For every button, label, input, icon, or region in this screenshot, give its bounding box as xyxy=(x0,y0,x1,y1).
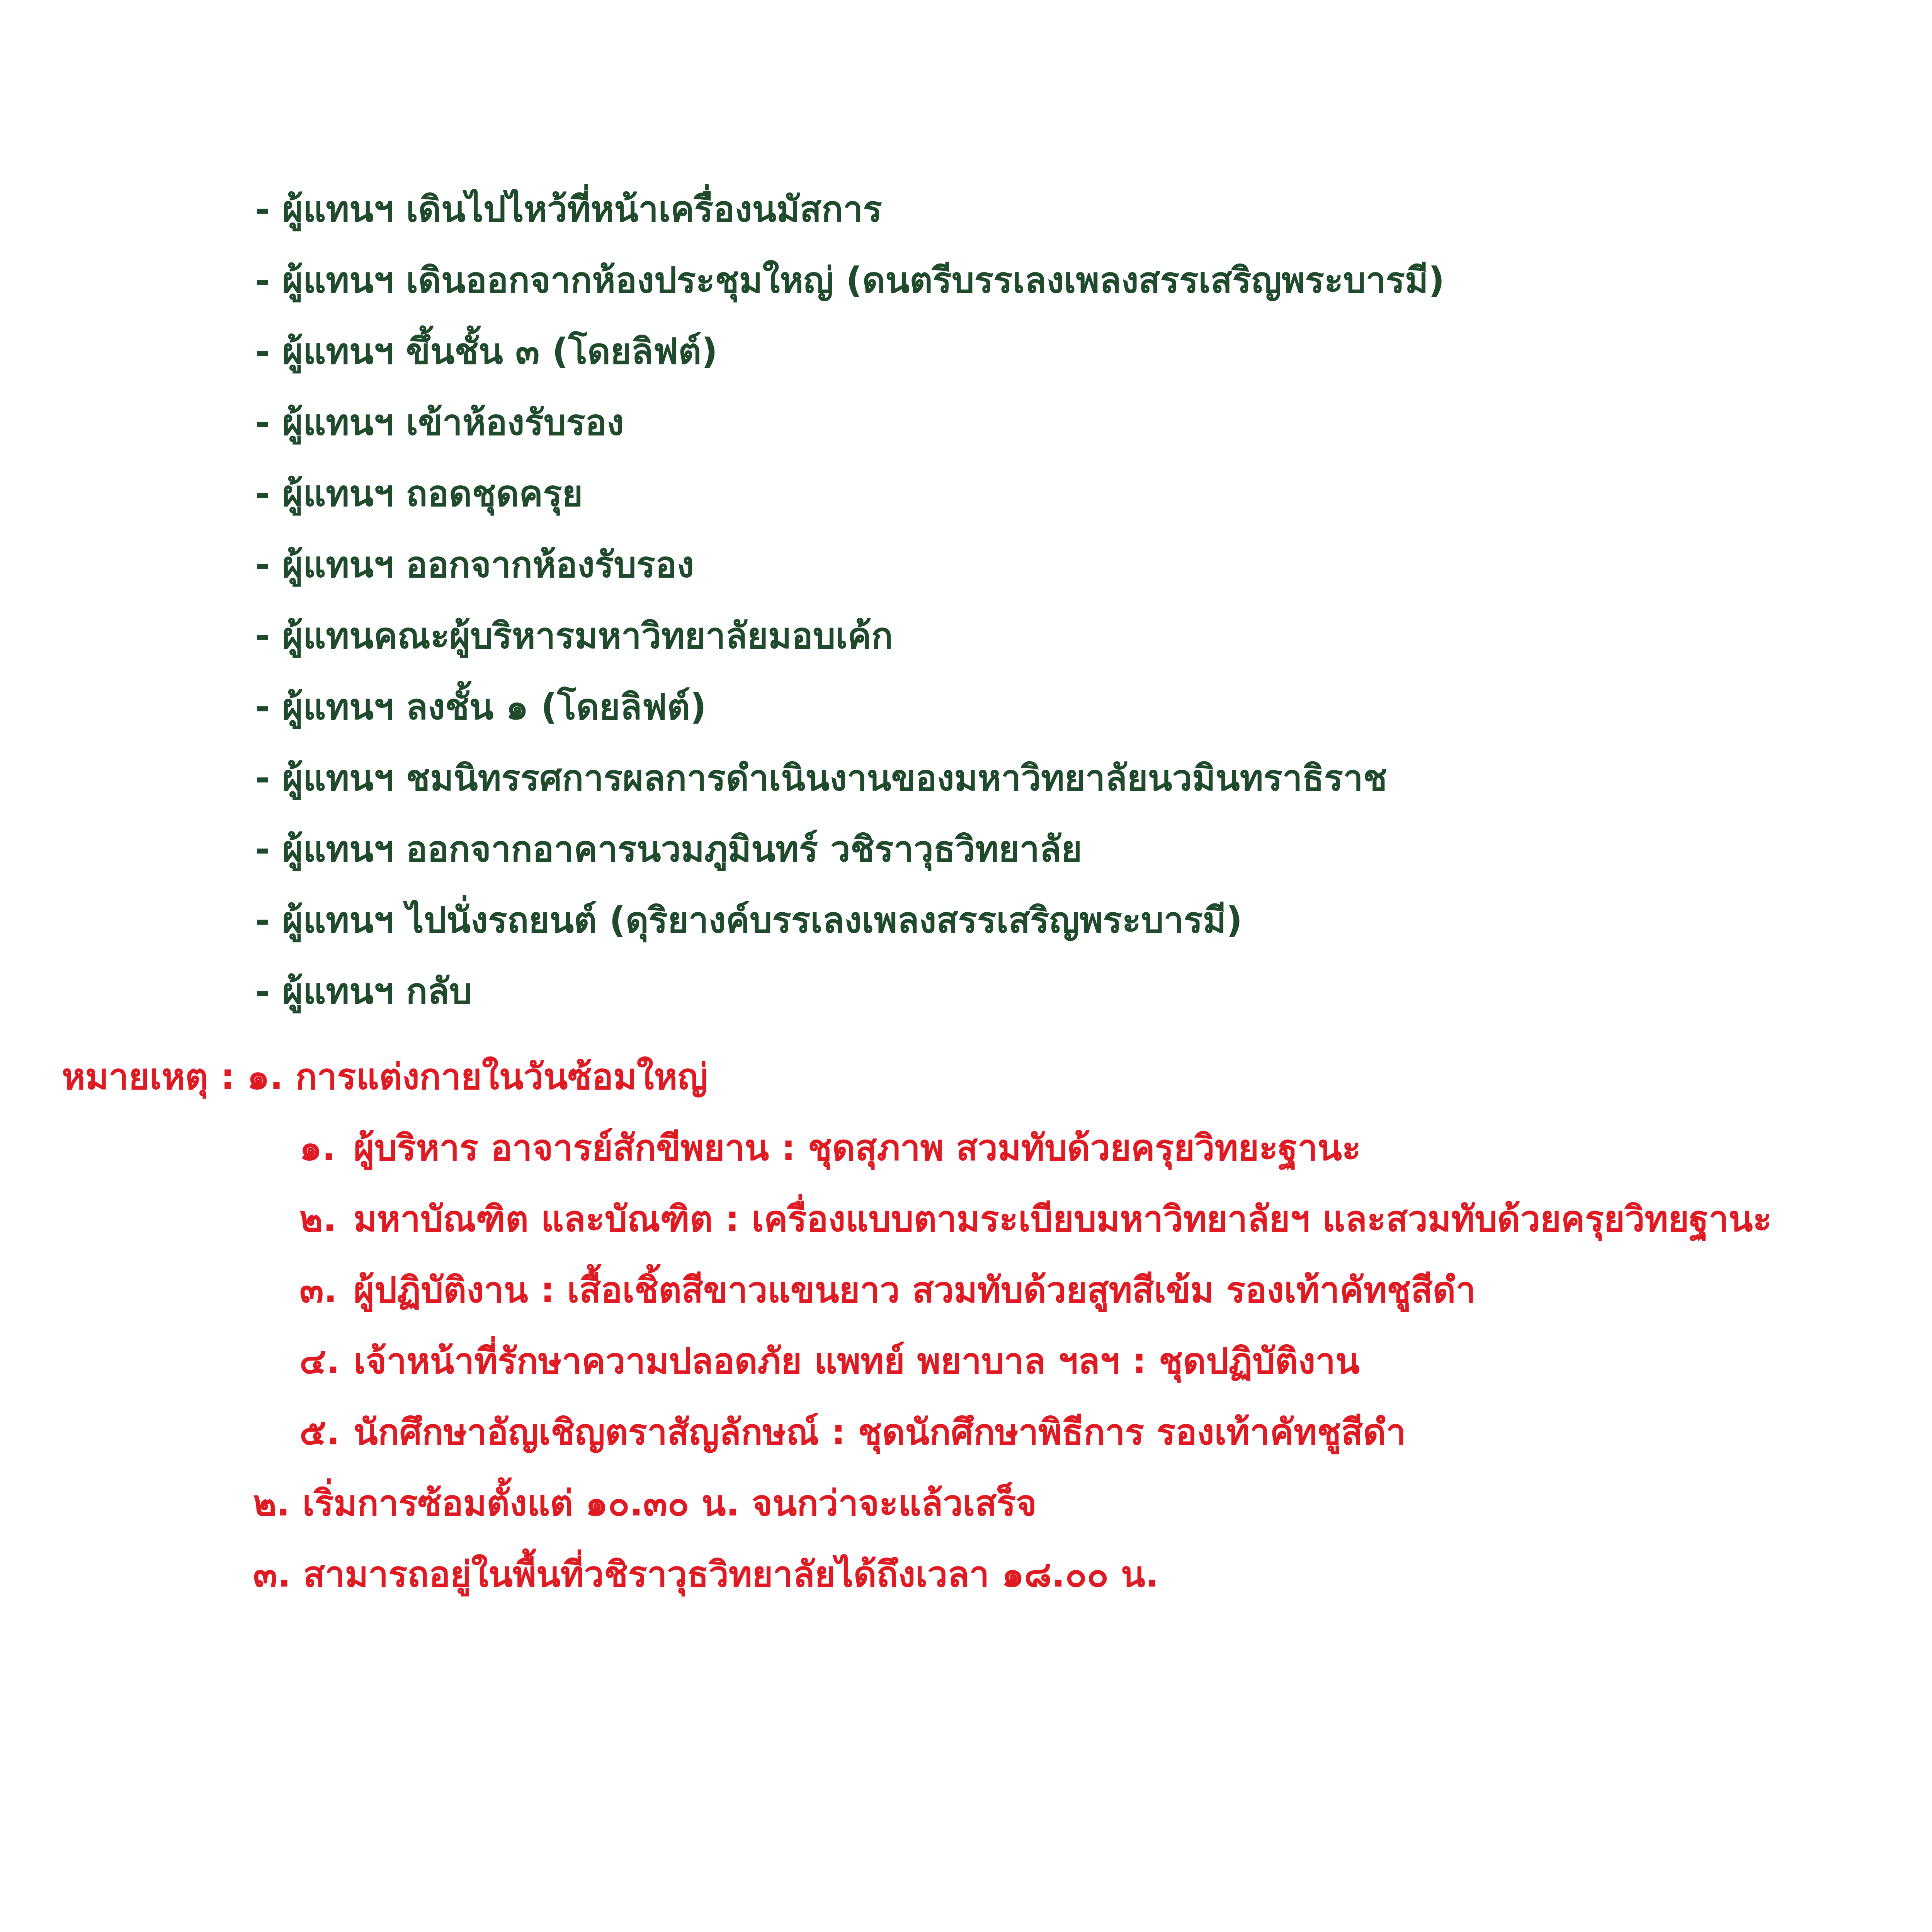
dress-code-text: เจ้าหน้าที่รักษาความปลอดภัย แพทย์ พยาบาล ฯลฯ : ชุดปฏิบัติงาน xyxy=(354,1340,1360,1382)
procedure-step: - ผู้แทนฯ ขึ้นชั้น ๓ (โดยลิฟต์) xyxy=(255,331,718,372)
dress-code-text: ผู้ปฏิบัติงาน : เสื้อเชิ้ตสีขาวแขนยาว สวมทับด้วยสูทสีเข้ม รองเท้าคัทชูสีดำ xyxy=(354,1269,1476,1311)
remark-note-1: ๑. การแต่งกายในวันซ้อมใหญ่ xyxy=(247,1056,708,1097)
procedure-step: - ผู้แทนฯ เดินไปไหว้ที่หน้าเครื่องนมัสการ xyxy=(255,189,882,230)
dress-code-item xyxy=(62,1326,1932,1397)
procedure-step: - ผู้แทนฯ ไปนั่งรถยนต์ (ดุริยางค์บรรเลงเพลงสรรเสริญพระบารมี) xyxy=(255,900,1243,941)
remarks-section xyxy=(62,1041,1932,1610)
dress-code-list xyxy=(62,1112,1932,1468)
procedure-step: - ผู้แทนฯ ออกจากห้องรับรอง xyxy=(255,544,694,585)
procedure-step: - ผู้แทนฯ เข้าห้องรับรอง xyxy=(255,402,624,443)
procedure-step: - ผู้แทนฯ ชมนิทรรศการผลการดำเนินงานของมหาวิทยาลัยนวมินทราธิราช xyxy=(255,757,1388,799)
procedure-step: - ผู้แทนฯ กลับ xyxy=(255,971,472,1012)
procedure-step: - ผู้แทนฯ ออกจากอาคารนวมภูมินทร์ วชิราวุธวิทยาลัย xyxy=(255,828,1082,870)
dress-code-number: ๕. xyxy=(299,1412,340,1453)
dress-code-item xyxy=(62,1112,1932,1184)
remark-note-2: ๒. เริ่มการซ้อมตั้งแต่ ๑๐.๓๐ น. จนกว่าจะแล้วเสร็จ xyxy=(253,1483,1037,1524)
dress-code-text: นักศึกษาอัญเชิญตราสัญลักษณ์ : ชุดนักศึกษาพิธีการ รองเท้าคัทชูสีดำ xyxy=(354,1412,1406,1453)
dress-code-text: ผู้บริหาร อาจารย์สักขีพยาน : ชุดสุภาพ สวมทับด้วยครุยวิทยะฐานะ xyxy=(354,1127,1361,1168)
procedure-step: - ผู้แทนฯ ถอดชุดครุย xyxy=(255,473,583,514)
dress-code-item xyxy=(62,1255,1932,1326)
dress-code-item xyxy=(62,1184,1932,1255)
procedure-step: - ผู้แทนฯ ลงชั้น ๑ (โดยลิฟต์) xyxy=(255,686,707,728)
remark-note-3: ๓. สามารถอยู่ในพื้นที่วชิราวุธวิทยาลัยได้ถึงเวลา ๑๘.๐๐ น. xyxy=(253,1554,1159,1595)
remark-label: หมายเหตุ : xyxy=(62,1056,235,1097)
procedure-step: - ผู้แทนคณะผู้บริหารมหาวิทยาลัยมอบเค้ก xyxy=(255,615,893,656)
remark-heading-row xyxy=(62,1041,1932,1112)
dress-code-number: ๑. xyxy=(299,1127,336,1168)
dress-code-number: ๔. xyxy=(299,1340,340,1382)
dress-code-number: ๓. xyxy=(299,1269,337,1311)
dress-code-number: ๒. xyxy=(299,1198,337,1240)
procedure-step: - ผู้แทนฯ เดินออกจากห้องประชุมใหญ่ (ดนตรีบรรเลงเพลงสรรเสริญพระบารมี) xyxy=(255,260,1445,301)
dress-code-item xyxy=(62,1397,1932,1468)
procedure-steps-list xyxy=(255,174,1445,1027)
dress-code-text: มหาบัณฑิต และบัณฑิต : เครื่องแบบตามระเบียบมหาวิทยาลัยฯ และสวมทับด้วยครุยวิทยฐานะ xyxy=(354,1198,1772,1240)
